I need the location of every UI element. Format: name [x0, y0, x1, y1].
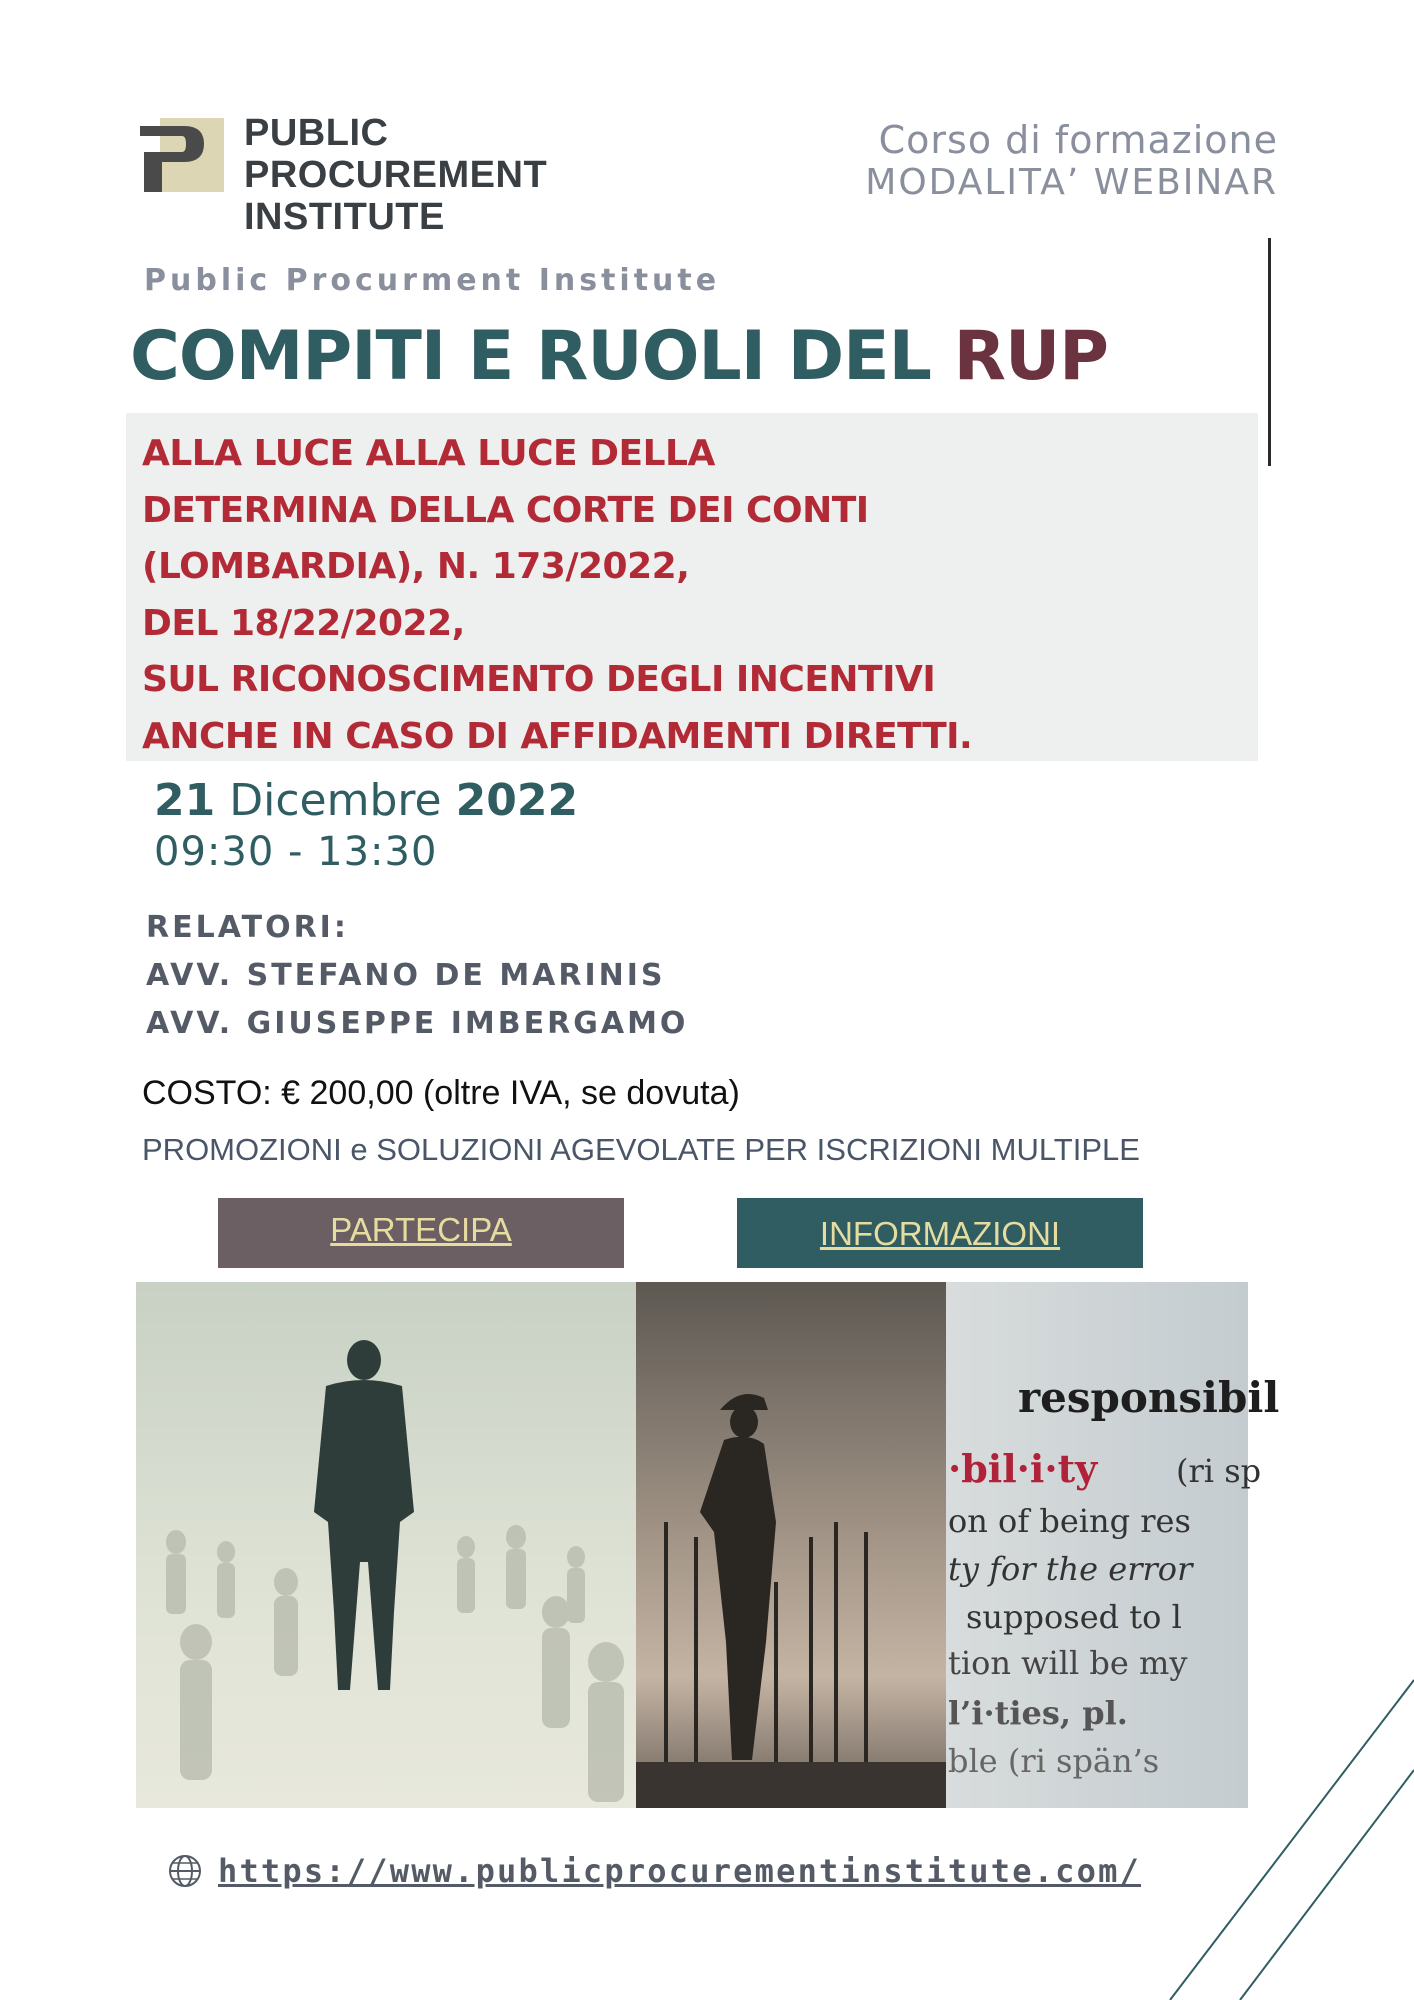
- dictionary-word: tion will be my: [948, 1644, 1188, 1682]
- website-row: [168, 1852, 1141, 1890]
- description-line: ANCHE IN CASO DI AFFIDAMENTI DIRETTI.: [142, 715, 973, 757]
- worker-image: [636, 1282, 946, 1808]
- course-info: [700, 118, 1278, 204]
- organizer-subtitle: Public Procurment Institute: [144, 263, 721, 298]
- speakers-label: RELATORI:: [146, 910, 349, 945]
- date-day: 21: [154, 775, 216, 826]
- website-link[interactable]: https://www.publicprocurementinstitute.com/: [218, 1852, 1142, 1890]
- logo-mark: [140, 118, 224, 192]
- dictionary-word: l’i·ties, pl.: [948, 1694, 1128, 1732]
- logo-line-1: PUBLIC PROCUREMENT: [244, 112, 548, 196]
- informazioni-button[interactable]: [737, 1198, 1143, 1268]
- speaker-name: AVV. GIUSEPPE IMBERGAMO: [146, 1006, 689, 1041]
- event-date: [154, 776, 578, 826]
- description-text: [142, 426, 1252, 765]
- vertical-divider: [1268, 238, 1271, 466]
- dictionary-word: (ri sp: [1176, 1452, 1262, 1490]
- globe-icon: [168, 1854, 202, 1888]
- image-collage: [136, 1282, 1280, 1808]
- partecipa-button[interactable]: [218, 1198, 624, 1268]
- title-accent: RUP: [953, 317, 1109, 396]
- course-mode: MODALITA’ WEBINAR: [865, 162, 1278, 203]
- logo-text: [244, 112, 694, 238]
- decorative-lines: [1150, 1560, 1414, 2000]
- description-line: ALLA LUCE ALLA LUCE DELLA: [142, 433, 715, 474]
- cost-text: COSTO: € 200,00 (oltre IVA, se dovuta): [142, 1074, 740, 1112]
- description-line: DETERMINA DELLA CORTE DEI CONTI: [142, 489, 869, 531]
- informazioni-label: INFORMAZIONI: [819, 1215, 1061, 1252]
- dictionary-word: responsibil: [1018, 1373, 1280, 1422]
- speakers: [146, 904, 688, 1048]
- dictionary-word: ty for the error: [948, 1550, 1193, 1588]
- description-line: SUL RICONOSCIMENTO DEGLI INCENTIVI: [142, 659, 936, 700]
- description-line: DEL 18/22/2022,: [142, 602, 465, 644]
- promo-text: PROMOZIONI e SOLUZIONI AGEVOLATE PER ISCRIZIONI MULTIPLE: [142, 1132, 1140, 1167]
- description-line: (LOMBARDIA), N. 173/2022,: [142, 546, 690, 587]
- partecipa-label: PARTECIPA: [330, 1211, 512, 1248]
- businessman-image: [136, 1282, 636, 1808]
- collage-svg: [136, 1282, 1280, 1808]
- course-type: Corso di formazione: [878, 118, 1278, 162]
- speaker-name: AVV. STEFANO DE MARINIS: [146, 958, 666, 993]
- dictionary-word: ble (ri spän’s: [948, 1742, 1160, 1780]
- title-main: COMPITI E RUOLI DEL: [130, 317, 954, 396]
- page-title: [130, 318, 1108, 396]
- dictionary-word: ·bil·i·ty: [948, 1446, 1098, 1491]
- date-month: Dicembre: [229, 775, 442, 826]
- event-time: 09:30 - 13:30: [154, 829, 438, 875]
- dictionary-word: on of being res: [948, 1502, 1191, 1540]
- logo-line-2: INSTITUTE: [244, 196, 445, 238]
- date-year: 2022: [455, 775, 579, 826]
- dictionary-word: supposed to l: [966, 1598, 1182, 1636]
